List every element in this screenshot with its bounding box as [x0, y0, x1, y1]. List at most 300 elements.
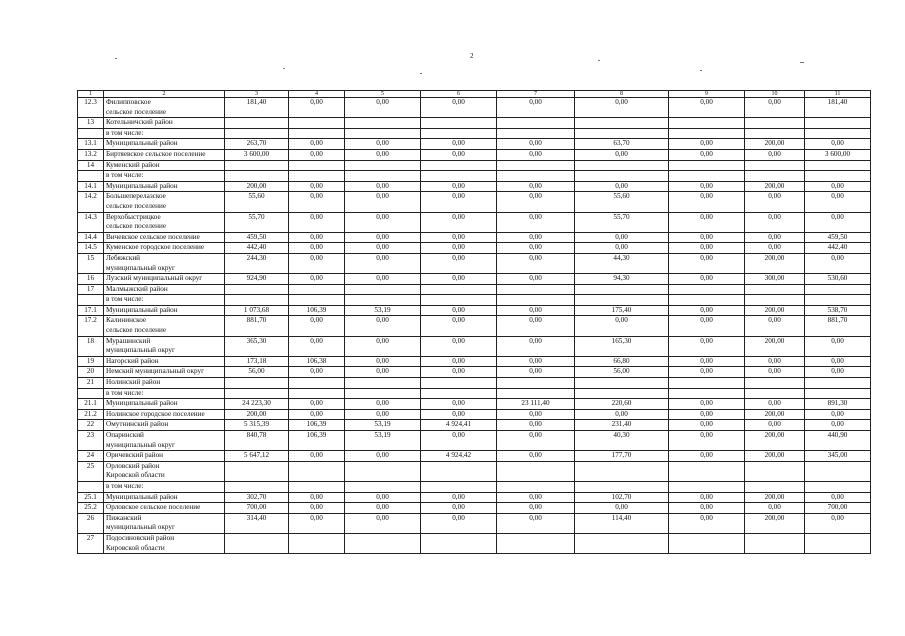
amount-cell: 56,00 [225, 367, 289, 378]
column-number: 9 [669, 91, 745, 98]
row-number-cell: 19 [78, 356, 104, 367]
amount-cell: 0,00 [745, 98, 805, 118]
amount-cell: 165,30 [575, 336, 669, 356]
amount-cell: 181,40 [805, 98, 871, 118]
name-line: сельское поселение [106, 201, 167, 210]
amount-cell: 300,00 [745, 274, 805, 285]
table-row [78, 192, 871, 212]
municipality-name-cell [104, 367, 225, 378]
amount-cell: 0,00 [345, 253, 421, 273]
amount-cell: 200,00 [745, 181, 805, 192]
municipality-name-cell [104, 212, 225, 232]
name-line: Немский муниципальный округ [106, 367, 205, 376]
amount-cell: 0,00 [345, 139, 421, 150]
municipality-name-cell [104, 274, 225, 285]
amount-cell [289, 128, 345, 139]
name-line: Верхобыстрицкое [106, 212, 161, 221]
municipality-name-cell [104, 533, 225, 553]
column-number: 7 [497, 91, 575, 98]
name-line: в том числе: [106, 295, 144, 304]
amount-cell: 0,00 [289, 451, 345, 462]
amount-cell: 0,00 [669, 253, 745, 273]
row-number-cell: 15 [78, 253, 104, 273]
municipality-name-cell [104, 98, 225, 118]
amount-cell [745, 295, 805, 306]
name-line: муниципальный округ [106, 346, 175, 355]
table-row [78, 128, 871, 139]
row-number-cell: 13.2 [78, 149, 104, 160]
municipality-name-cell [104, 388, 225, 399]
amount-cell [497, 481, 575, 492]
municipality-name-cell [104, 503, 225, 514]
amount-cell: 0,00 [421, 503, 497, 514]
amount-cell [421, 378, 497, 389]
amount-cell: 0,00 [745, 192, 805, 212]
row-number-cell: 20 [78, 367, 104, 378]
amount-cell: 0,00 [421, 399, 497, 410]
municipality-name-cell [104, 305, 225, 316]
table-row [78, 243, 871, 254]
amount-cell: 0,00 [669, 431, 745, 451]
amount-cell: 0,00 [805, 181, 871, 192]
amount-cell: 0,00 [805, 409, 871, 420]
amount-cell [345, 160, 421, 171]
municipality-name-cell [104, 451, 225, 462]
name-line: Пижанский [106, 513, 142, 522]
amount-cell: 0,00 [421, 181, 497, 192]
table-row [78, 431, 871, 451]
name-line: муниципальный округ [106, 523, 175, 532]
amount-cell: 0,00 [669, 305, 745, 316]
amount-cell: 0,00 [745, 399, 805, 410]
municipality-name-cell [104, 431, 225, 451]
amount-cell [289, 295, 345, 306]
amount-cell: 0,00 [805, 253, 871, 273]
name-line: сельское поселение [106, 107, 167, 116]
column-number: 5 [345, 91, 421, 98]
municipality-name-cell [104, 513, 225, 533]
amount-cell: 0,00 [421, 212, 497, 232]
amount-cell [805, 128, 871, 139]
amount-cell [345, 171, 421, 182]
amount-cell [421, 160, 497, 171]
amount-cell: 0,00 [289, 409, 345, 420]
amount-cell: 0,00 [669, 336, 745, 356]
amount-cell [225, 171, 289, 182]
amount-cell: 114,40 [575, 513, 669, 533]
amount-cell: 0,00 [575, 181, 669, 192]
row-number-cell [78, 128, 104, 139]
amount-cell: 0,00 [421, 336, 497, 356]
amount-cell: 365,30 [225, 336, 289, 356]
table-row [78, 420, 871, 431]
amount-cell: 0,00 [421, 492, 497, 503]
row-number-cell: 24 [78, 451, 104, 462]
amount-cell: 106,39 [289, 305, 345, 316]
name-line: Нолинское городское поселение [106, 409, 205, 418]
table-row [78, 232, 871, 243]
table-row [78, 481, 871, 492]
name-line: Лузский муниципальный округ [106, 274, 203, 283]
amount-cell [225, 378, 289, 389]
amount-cell: 0,00 [421, 192, 497, 212]
name-line: в том числе: [106, 171, 144, 180]
row-number-cell: 14.4 [78, 232, 104, 243]
amount-cell: 0,00 [497, 431, 575, 451]
amount-cell: 0,00 [669, 492, 745, 503]
table-row [78, 409, 871, 420]
amount-cell [497, 118, 575, 129]
amount-cell [497, 378, 575, 389]
amount-cell [745, 461, 805, 481]
row-number-cell: 25.2 [78, 503, 104, 514]
amount-cell [345, 128, 421, 139]
amount-cell: 0,00 [669, 409, 745, 420]
amount-cell [289, 284, 345, 295]
amount-cell: 200,00 [745, 409, 805, 420]
amount-cell [497, 160, 575, 171]
amount-cell [575, 481, 669, 492]
row-number-cell: 26 [78, 513, 104, 533]
row-number-cell [78, 171, 104, 182]
amount-cell: 3 600,00 [225, 149, 289, 160]
amount-cell: 0,00 [345, 336, 421, 356]
amount-cell: 0,00 [289, 149, 345, 160]
row-number-cell: 16 [78, 274, 104, 285]
amount-cell: 0,00 [345, 503, 421, 514]
name-line: Муниципальный район [106, 492, 178, 501]
amount-cell: 0,00 [289, 192, 345, 212]
column-number: 4 [289, 91, 345, 98]
amount-cell: 0,00 [669, 513, 745, 533]
table-row [78, 336, 871, 356]
amount-cell: 220,60 [575, 399, 669, 410]
name-line: Муниципальный район [106, 181, 178, 190]
amount-cell: 0,00 [289, 243, 345, 254]
amount-cell [421, 295, 497, 306]
table-row [78, 171, 871, 182]
amount-cell: 0,00 [289, 181, 345, 192]
amount-cell: 0,00 [575, 503, 669, 514]
scan-speck [283, 68, 285, 69]
amount-cell: 0,00 [745, 316, 805, 336]
scan-speck [115, 58, 117, 59]
amount-cell: 0,00 [805, 212, 871, 232]
table-row [78, 378, 871, 389]
amount-cell: 0,00 [745, 149, 805, 160]
amount-cell [805, 461, 871, 481]
amount-cell [745, 533, 805, 553]
scan-speck [420, 73, 422, 74]
amount-cell [575, 388, 669, 399]
name-line: Большеперелазское [106, 192, 166, 201]
name-line: Орловский район [106, 461, 160, 470]
amount-cell: 0,00 [289, 232, 345, 243]
amount-cell: 200,00 [225, 181, 289, 192]
amount-cell: 244,30 [225, 253, 289, 273]
amount-cell: 0,00 [669, 316, 745, 336]
budget-table [77, 90, 871, 554]
table-row [78, 253, 871, 273]
row-number-cell: 23 [78, 431, 104, 451]
amount-cell: 302,70 [225, 492, 289, 503]
amount-cell [289, 378, 345, 389]
amount-cell [669, 128, 745, 139]
amount-cell: 881,70 [805, 316, 871, 336]
amount-cell [805, 295, 871, 306]
amount-cell: 0,00 [345, 192, 421, 212]
column-number: 2 [104, 91, 225, 98]
amount-cell: 1 073,68 [225, 305, 289, 316]
row-number-cell: 17.1 [78, 305, 104, 316]
amount-cell: 0,00 [497, 253, 575, 273]
name-line: Нолинский район [106, 378, 161, 387]
amount-cell [805, 378, 871, 389]
amount-cell: 0,00 [575, 316, 669, 336]
amount-cell: 0,00 [421, 232, 497, 243]
amount-cell: 530,60 [805, 274, 871, 285]
column-number: 8 [575, 91, 669, 98]
row-number-cell: 13.1 [78, 139, 104, 150]
amount-cell: 200,00 [745, 253, 805, 273]
amount-cell [745, 388, 805, 399]
amount-cell: 345,00 [805, 451, 871, 462]
amount-cell [745, 160, 805, 171]
municipality-name-cell [104, 336, 225, 356]
amount-cell: 0,00 [421, 139, 497, 150]
amount-cell: 0,00 [497, 409, 575, 420]
amount-cell: 24 223,30 [225, 399, 289, 410]
table-row [78, 451, 871, 462]
amount-cell: 200,00 [745, 139, 805, 150]
amount-cell: 0,00 [421, 316, 497, 336]
name-line: Куменский район [106, 160, 160, 169]
row-number-cell: 14.2 [78, 192, 104, 212]
amount-cell: 0,00 [289, 503, 345, 514]
amount-cell: 0,00 [575, 409, 669, 420]
amount-cell [805, 481, 871, 492]
amount-cell: 200,00 [745, 305, 805, 316]
amount-cell: 0,00 [669, 451, 745, 462]
amount-cell [345, 295, 421, 306]
amount-cell: 0,00 [497, 232, 575, 243]
amount-cell [289, 481, 345, 492]
row-number-cell [78, 388, 104, 399]
amount-cell [805, 171, 871, 182]
amount-cell: 0,00 [345, 232, 421, 243]
amount-cell: 40,30 [575, 431, 669, 451]
column-number: 10 [745, 91, 805, 98]
amount-cell: 0,00 [669, 212, 745, 232]
amount-cell: 0,00 [745, 232, 805, 243]
column-number: 1 [78, 91, 104, 98]
amount-cell [497, 284, 575, 295]
amount-cell: 0,00 [575, 232, 669, 243]
name-line: Куменское городское поселение [106, 243, 205, 252]
amount-cell: 881,70 [225, 316, 289, 336]
scan-speck [598, 60, 600, 61]
amount-cell [669, 481, 745, 492]
amount-cell: 0,00 [421, 409, 497, 420]
amount-cell [745, 171, 805, 182]
amount-cell: 0,00 [289, 139, 345, 150]
table-row [78, 513, 871, 533]
amount-cell: 5 315,39 [225, 420, 289, 431]
row-number-cell: 14 [78, 160, 104, 171]
amount-cell [805, 388, 871, 399]
amount-cell: 0,00 [805, 356, 871, 367]
municipality-name-cell [104, 181, 225, 192]
amount-cell [669, 388, 745, 399]
amount-cell: 200,00 [745, 431, 805, 451]
amount-cell: 442,40 [805, 243, 871, 254]
amount-cell [745, 481, 805, 492]
amount-cell [575, 160, 669, 171]
amount-cell [497, 128, 575, 139]
amount-cell: 102,70 [575, 492, 669, 503]
amount-cell: 55,70 [225, 212, 289, 232]
amount-cell: 106,38 [289, 356, 345, 367]
amount-cell: 0,00 [575, 98, 669, 118]
amount-cell [225, 284, 289, 295]
scan-speck [700, 70, 702, 71]
amount-cell: 0,00 [497, 98, 575, 118]
amount-cell: 0,00 [669, 243, 745, 254]
name-line: Вичевское сельское поселение [106, 232, 200, 241]
amount-cell: 0,00 [345, 513, 421, 533]
amount-cell [225, 128, 289, 139]
amount-cell: 0,00 [421, 431, 497, 451]
column-number-row [78, 91, 871, 98]
amount-cell [575, 171, 669, 182]
amount-cell: 0,00 [805, 139, 871, 150]
municipality-name-cell [104, 284, 225, 295]
amount-cell [805, 118, 871, 129]
municipality-name-cell [104, 128, 225, 139]
municipality-name-cell [104, 378, 225, 389]
amount-cell: 200,00 [745, 513, 805, 533]
amount-cell [345, 284, 421, 295]
amount-cell: 0,00 [289, 274, 345, 285]
name-line: сельское поселение [106, 222, 167, 231]
amount-cell [225, 388, 289, 399]
row-number-cell: 17.2 [78, 316, 104, 336]
table-row [78, 492, 871, 503]
name-line: сельское поселение [106, 326, 167, 335]
amount-cell: 0,00 [805, 420, 871, 431]
amount-cell [745, 118, 805, 129]
amount-cell: 0,00 [575, 149, 669, 160]
municipality-name-cell [104, 316, 225, 336]
amount-cell: 0,00 [669, 420, 745, 431]
amount-cell [497, 533, 575, 553]
amount-cell: 0,00 [745, 420, 805, 431]
amount-cell: 0,00 [345, 451, 421, 462]
name-line: в том числе: [106, 128, 144, 137]
amount-cell: 0,00 [497, 503, 575, 514]
amount-cell: 0,00 [497, 336, 575, 356]
amount-cell: 0,00 [669, 98, 745, 118]
amount-cell [575, 128, 669, 139]
municipality-name-cell [104, 409, 225, 420]
amount-cell: 94,30 [575, 274, 669, 285]
municipality-name-cell [104, 356, 225, 367]
amount-cell [497, 461, 575, 481]
amount-cell: 0,00 [497, 212, 575, 232]
budget-table-container [77, 90, 870, 554]
table-row [78, 212, 871, 232]
amount-cell [225, 533, 289, 553]
amount-cell: 0,00 [289, 316, 345, 336]
table-row [78, 295, 871, 306]
name-line: Опаринский [106, 431, 144, 439]
table-row [78, 274, 871, 285]
amount-cell: 44,30 [575, 253, 669, 273]
name-line: муниципальный округ [106, 263, 175, 272]
name-line: муниципальный округ [106, 440, 175, 449]
amount-cell: 0,00 [421, 98, 497, 118]
amount-cell: 0,00 [669, 149, 745, 160]
scan-speck [800, 62, 804, 63]
amount-cell [345, 118, 421, 129]
amount-cell: 0,00 [805, 492, 871, 503]
amount-cell [289, 388, 345, 399]
amount-cell: 0,00 [289, 336, 345, 356]
amount-cell [575, 533, 669, 553]
amount-cell [669, 118, 745, 129]
amount-cell [575, 295, 669, 306]
amount-cell: 924,90 [225, 274, 289, 285]
municipality-name-cell [104, 171, 225, 182]
name-line: Подосиновский район [106, 533, 175, 542]
amount-cell: 0,00 [345, 274, 421, 285]
amount-cell [345, 388, 421, 399]
amount-cell: 0,00 [421, 149, 497, 160]
row-number-cell: 14.3 [78, 212, 104, 232]
table-row [78, 533, 871, 553]
table-row [78, 316, 871, 336]
amount-cell: 3 600,00 [805, 149, 871, 160]
amount-cell: 0,00 [345, 367, 421, 378]
amount-cell: 0,00 [497, 181, 575, 192]
page-number: 2 [470, 52, 474, 60]
amount-cell: 0,00 [745, 367, 805, 378]
amount-cell: 231,40 [575, 420, 669, 431]
name-line: Муниципальный район [106, 305, 178, 314]
row-number-cell: 14.1 [78, 181, 104, 192]
municipality-name-cell [104, 420, 225, 431]
amount-cell [421, 461, 497, 481]
amount-cell [669, 171, 745, 182]
amount-cell: 0,00 [497, 305, 575, 316]
amount-cell: 0,00 [289, 212, 345, 232]
name-line: Орловское сельское поселение [106, 503, 201, 512]
amount-cell: 538,70 [805, 305, 871, 316]
amount-cell: 0,00 [345, 316, 421, 336]
amount-cell [575, 118, 669, 129]
amount-cell: 106,39 [289, 431, 345, 451]
amount-cell: 0,00 [497, 243, 575, 254]
amount-cell: 0,00 [669, 399, 745, 410]
amount-cell [575, 284, 669, 295]
amount-cell: 0,00 [497, 139, 575, 150]
amount-cell [669, 533, 745, 553]
amount-cell [421, 118, 497, 129]
amount-cell: 0,00 [289, 253, 345, 273]
amount-cell: 0,00 [421, 243, 497, 254]
amount-cell: 0,00 [345, 492, 421, 503]
amount-cell [421, 481, 497, 492]
